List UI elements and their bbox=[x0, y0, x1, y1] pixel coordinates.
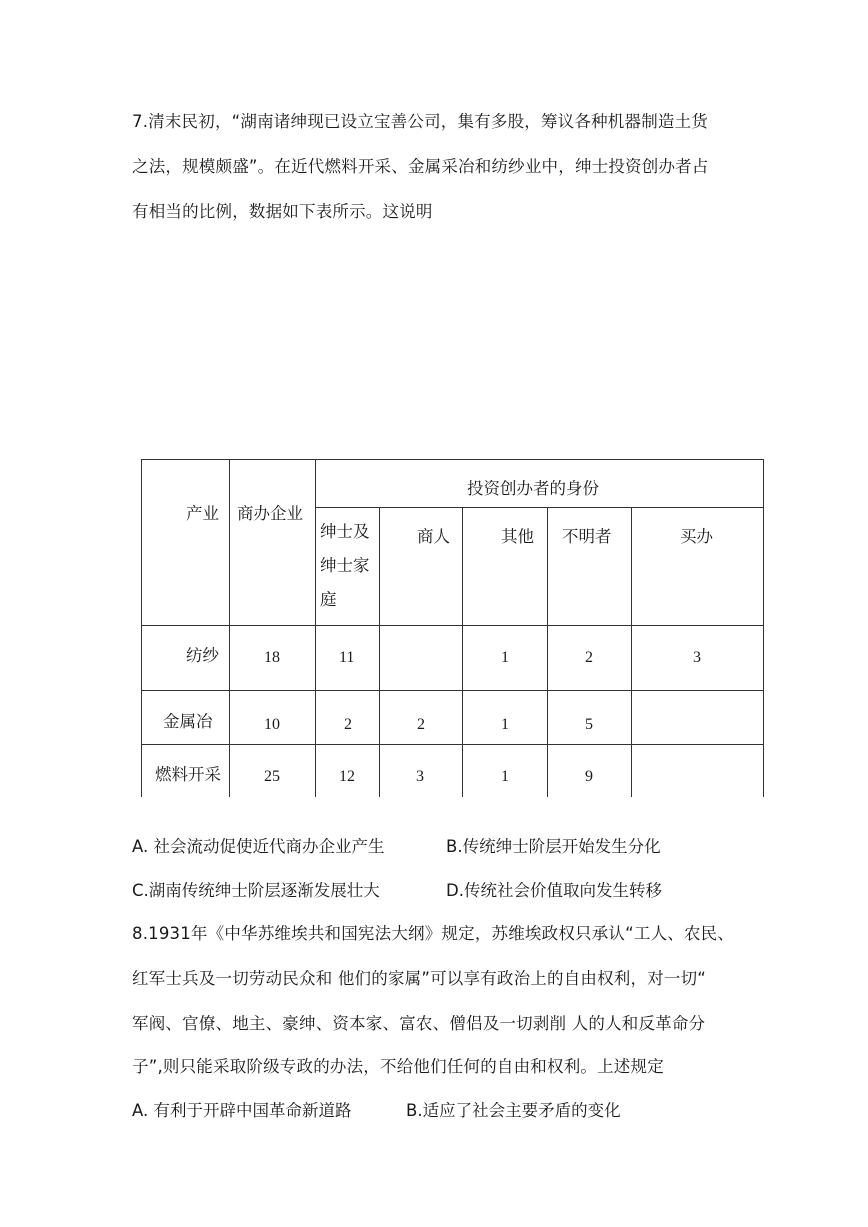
row-industry: 燃料开采 bbox=[155, 765, 221, 784]
row-industry: 纺纱 bbox=[186, 646, 219, 665]
table-col-divider bbox=[379, 507, 380, 797]
row-gentry: 11 bbox=[339, 649, 355, 666]
table-border-top bbox=[141, 459, 764, 460]
q8-text-line-3: 军阀、官僚、地主、豪绅、资本家、富农、僧侣及一切剥削 人的人和反革命分 bbox=[132, 1014, 706, 1033]
q8-text-line-2: 红军士兵及一切劳动民众和 他们的家属”可以享有政治上的自由权利，对一切“ bbox=[132, 969, 707, 988]
row-total: 18 bbox=[264, 649, 280, 666]
subheader-unknown: 不明者 bbox=[562, 527, 612, 546]
row-gentry: 2 bbox=[344, 716, 352, 733]
row-unknown: 9 bbox=[585, 768, 593, 785]
row-total: 10 bbox=[264, 716, 280, 733]
row-unknown: 2 bbox=[585, 649, 593, 666]
subheader-trader: 商人 bbox=[417, 527, 450, 546]
table-header-divider bbox=[315, 507, 764, 508]
q7-option-b[interactable]: B.传统绅士阶层开始发生分化 bbox=[446, 837, 661, 856]
q8-text-line-4: 子”,则只能采取阶级专政的办法，不给他们任何的自由和权利。上述规定 bbox=[132, 1057, 664, 1076]
q8-option-b[interactable]: B.适应了社会主要矛盾的变化 bbox=[406, 1101, 621, 1120]
q7-option-d[interactable]: D.传统社会价值取向发生转移 bbox=[446, 881, 662, 900]
table-col-divider bbox=[462, 507, 463, 797]
row-unknown: 5 bbox=[585, 716, 593, 733]
table-header-bottom bbox=[141, 625, 764, 626]
row-industry: 金属冶 bbox=[163, 712, 213, 731]
table-row-divider bbox=[141, 690, 764, 691]
q7-text-line-2: 之法，规模颇盛”。在近代燃料开采、金属采冶和纺纱业中，绅士投资创办者占 bbox=[132, 157, 709, 176]
row-trader: 2 bbox=[417, 716, 425, 733]
header-merchant-enterprise: 商办企业 bbox=[237, 504, 303, 523]
row-gentry: 12 bbox=[339, 768, 355, 785]
row-total: 25 bbox=[264, 768, 280, 785]
row-trader: 3 bbox=[416, 768, 424, 785]
header-industry: 产业 bbox=[186, 504, 219, 523]
q7-option-c[interactable]: C.湖南传统绅士阶层逐渐发展壮大 bbox=[132, 881, 380, 900]
row-other: 1 bbox=[501, 716, 509, 733]
q8-option-a[interactable]: A. 有利于开辟中国革命新道路 bbox=[132, 1101, 352, 1120]
subheader-gentry: 绅士及 绅士家 庭 bbox=[320, 522, 370, 609]
table-col-divider bbox=[315, 459, 316, 797]
table-row-divider bbox=[141, 744, 764, 745]
row-other: 1 bbox=[501, 768, 509, 785]
q8-text-line-1: 8.1931年《中华苏维埃共和国宪法大纲》规定，苏维埃政权只承认“工人、农民、 bbox=[132, 924, 735, 943]
table-col-divider bbox=[229, 459, 230, 797]
table-col-divider bbox=[547, 507, 548, 797]
subheader-comprador: 买办 bbox=[680, 527, 713, 546]
table-col-divider bbox=[631, 507, 632, 797]
table-border-left bbox=[141, 459, 142, 797]
row-other: 1 bbox=[501, 649, 509, 666]
row-comprador: 3 bbox=[693, 649, 701, 666]
q7-text-line-3: 有相当的比例，数据如下表所示。这说明 bbox=[132, 202, 433, 221]
q7-text-line-1: 7.清末民初，“湖南诸绅现已设立宝善公司，集有多股，筹议各种机器制造土货 bbox=[132, 112, 708, 131]
subheader-other: 其他 bbox=[501, 527, 534, 546]
table-border-right bbox=[763, 459, 764, 797]
q7-option-a[interactable]: A. 社会流动促使近代商办企业产生 bbox=[132, 837, 385, 856]
header-investor-identity: 投资创办者的身份 bbox=[467, 479, 599, 498]
